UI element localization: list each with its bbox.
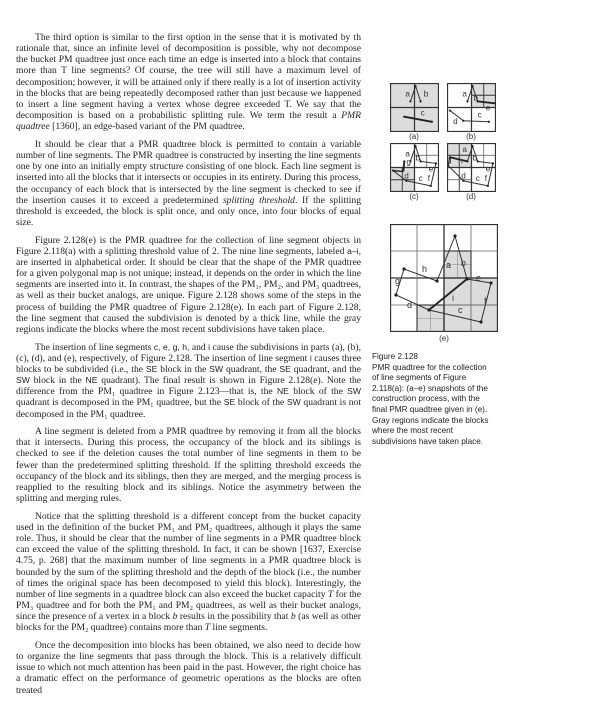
svg-text:f: f [484, 296, 487, 306]
paragraph-1: The third option is similar to the first option in the sense that it is motivated by th rationale that, since an infinite level of decomposition is possible, why not decompose the bucket PM quadtree just once each time an edge is inserted into a block that contains more than T line segments? Of course, the tree will still have a maximum level of decomposition; however, it will be attained only if there really is a lot of insertion activity in the blocks that are being repeatedly decomposed rather than just because we happened to insert a line segment having a vertex whose degree exceeded T. We say that the decomposition is based on a probabilistic splitting rule. We term the result a PMR quadtree [1360], an edge-based variant of the PM quadtree. [16, 32, 361, 133]
svg-text:d: d [407, 300, 413, 310]
svg-text:f: f [484, 173, 488, 183]
figure-a-diagram [390, 83, 439, 132]
svg-text:c: c [477, 110, 482, 120]
svg-text:b: b [472, 153, 478, 163]
svg-text:c: c [475, 173, 480, 183]
figure-d-label: (d) [466, 192, 476, 201]
svg-text:a: a [462, 145, 467, 155]
svg-text:a: a [405, 89, 410, 99]
figure-b-label: (b) [466, 132, 476, 141]
paragraph-2: It should be clear that a PMR quadtree block is permitted to contain a variable number of line segments. The PMR quadtree is constructed by inserting the line segments one by one into an initially empty structure consisting of one block. Each line segment is inserted into all the blocks that it intersects or occupies in its entirety. During this process, the occupancy of each block that is intersected by the line segment is checked to see if the insertion causes it to exceed a predetermined splitting threshold. If the splitting threshold is exceeded, the block is split once, and only once, into four blocks of equal size. [16, 138, 361, 228]
svg-text:c: c [458, 305, 463, 315]
svg-text:h: h [458, 156, 463, 166]
svg-text:g: g [447, 155, 452, 165]
paragraph-4: The insertion of line segments c, e, g, h, and i cause the subdivisions in parts (a), (b), (c), (d), and (e), respectively, of Figure 2.128. The insertion of line segment i causes three blocks to be subdivided (i.e., the SE block in the SW quadrant, the SE quadrant, and the SW block in the NE quadrant). The final result is shown in Figure 2.128(e). Note the difference from the PM₁ quadtree in Figure 2.123—that is, the NE block of the SW quadrant is decomposed in the PM₁ quadtree, but the SE block of the SW quadrant is not decomposed in the PM₁ quadtree. [16, 341, 362, 420]
svg-text:g: g [395, 276, 401, 286]
svg-text:g: g [406, 157, 411, 167]
svg-text:e: e [485, 103, 491, 113]
svg-text:e: e [485, 164, 491, 174]
figure-e-diagram [390, 224, 498, 332]
figure-c-diagram [390, 143, 439, 192]
figure-d-diagram [447, 143, 496, 192]
figure-caption [372, 352, 494, 447]
figure-caption-body: PMR quadtree for the collection of line segments of Figure 2.118(a): (a–e) snapshots of the construction process, with the final PMR quadtree given in (e). Gray regions indicate the blocks where the most recent subdivisions have taken place. [372, 362, 489, 446]
svg-text:a: a [462, 89, 467, 99]
figure-c-label: (c) [409, 192, 419, 201]
svg-text:d: d [453, 116, 458, 126]
paragraph-7: Once the decomposition into blocks has been obtained, we also need to decide how to organize the line segments that pass through the block. This is a relatively difficult issue to which not much attention has been paid in the past. However, the right choice has a dramatic effect on the performance of geometric operations as the blocks are often treated [16, 639, 361, 696]
figure-b-diagram [447, 83, 496, 132]
svg-text:a: a [405, 149, 410, 159]
svg-text:a: a [446, 260, 452, 270]
paragraph-3: Figure 2.128(e) is the PMR quadtree for the collection of line segment objects in Figure 2.118(a) with a splitting threshold value of 2. The nine line segments, labeled a–i, are inserted in alphabetical order. It should be clear that the shape of the PMR quadtree for a given polygonal map is not unique; instead, it depends on the order in which the line segments are inserted into it. In contrast, the shapes of the PM₁, PM₂, and PM₃ quadtrees, as well as their bucket analogs, are unique. Figure 2.128 shows some of the steps in the process of building the PMR quadtree of Figure 2.128(e). In each part of Figure 2.128, the line segment that caused the subdivision is denoted by a thick line, while the gray regions indicate the blocks where the most recent subdivisions have taken place. [16, 234, 361, 335]
svg-text:c: c [418, 173, 423, 183]
svg-text:f: f [427, 173, 431, 183]
svg-text:c: c [420, 108, 425, 118]
svg-text:i: i [452, 293, 454, 303]
svg-text:d: d [404, 171, 409, 181]
svg-text:e: e [428, 164, 434, 174]
paragraph-5: A line segment is deleted from a PMR quadtree by removing it from all the blocks that it intersects. During this process, the occupancy of the block and its siblings is checked to see if the deletion causes the total number of line segments in them to be fewer than the predetermined splitting threshold. If the splitting threshold exceeds the occupancy of the block and its siblings, then they are merged, and the merging process is reapplied to the resulting block and its siblings. Notice the asymmetry between the splitting and merging rules. [16, 426, 361, 505]
svg-text:b: b [461, 258, 467, 268]
svg-text:b: b [423, 89, 429, 99]
figure-e-label: (e) [439, 334, 449, 343]
svg-text:b: b [473, 93, 479, 103]
body-text-column [16, 32, 361, 702]
svg-text:e: e [476, 273, 482, 283]
figure-caption-title: Figure 2.128 [372, 352, 418, 361]
figure-a-label: (a) [409, 132, 419, 141]
svg-text:b: b [415, 153, 421, 163]
svg-text:d: d [461, 171, 466, 181]
svg-text:h: h [422, 264, 428, 274]
paragraph-6: Notice that the splitting threshold is a different concept from the bucket capacity used in the definition of the bucket PM₁ and PM₂ quadtrees, although it plays the same role. Thus, it should be clear that the number of line segments in a PMR quadtree block can exceed the value of the splitting threshold. In fact, it can be shown [1637, Exercise 4.75, p. 268] that the maximum number of line segments in a PMR quadtree block is bounded by the sum of the splitting threshold and the depth of the block (i.e., the number of times the original space has been decomposed to yield this block). Interestingly, the number of line segments in a quadtree block can also exceed the bucket capacity T for the PM₃ quadtree and for both the PM₁ and PM₂ quadtrees, as well as their bucket analogs, since the presence of a vertex in a block b results in the possibility that b (as well as other blocks for the PM₂ quadtree) contains more than T line segments. [16, 510, 361, 634]
